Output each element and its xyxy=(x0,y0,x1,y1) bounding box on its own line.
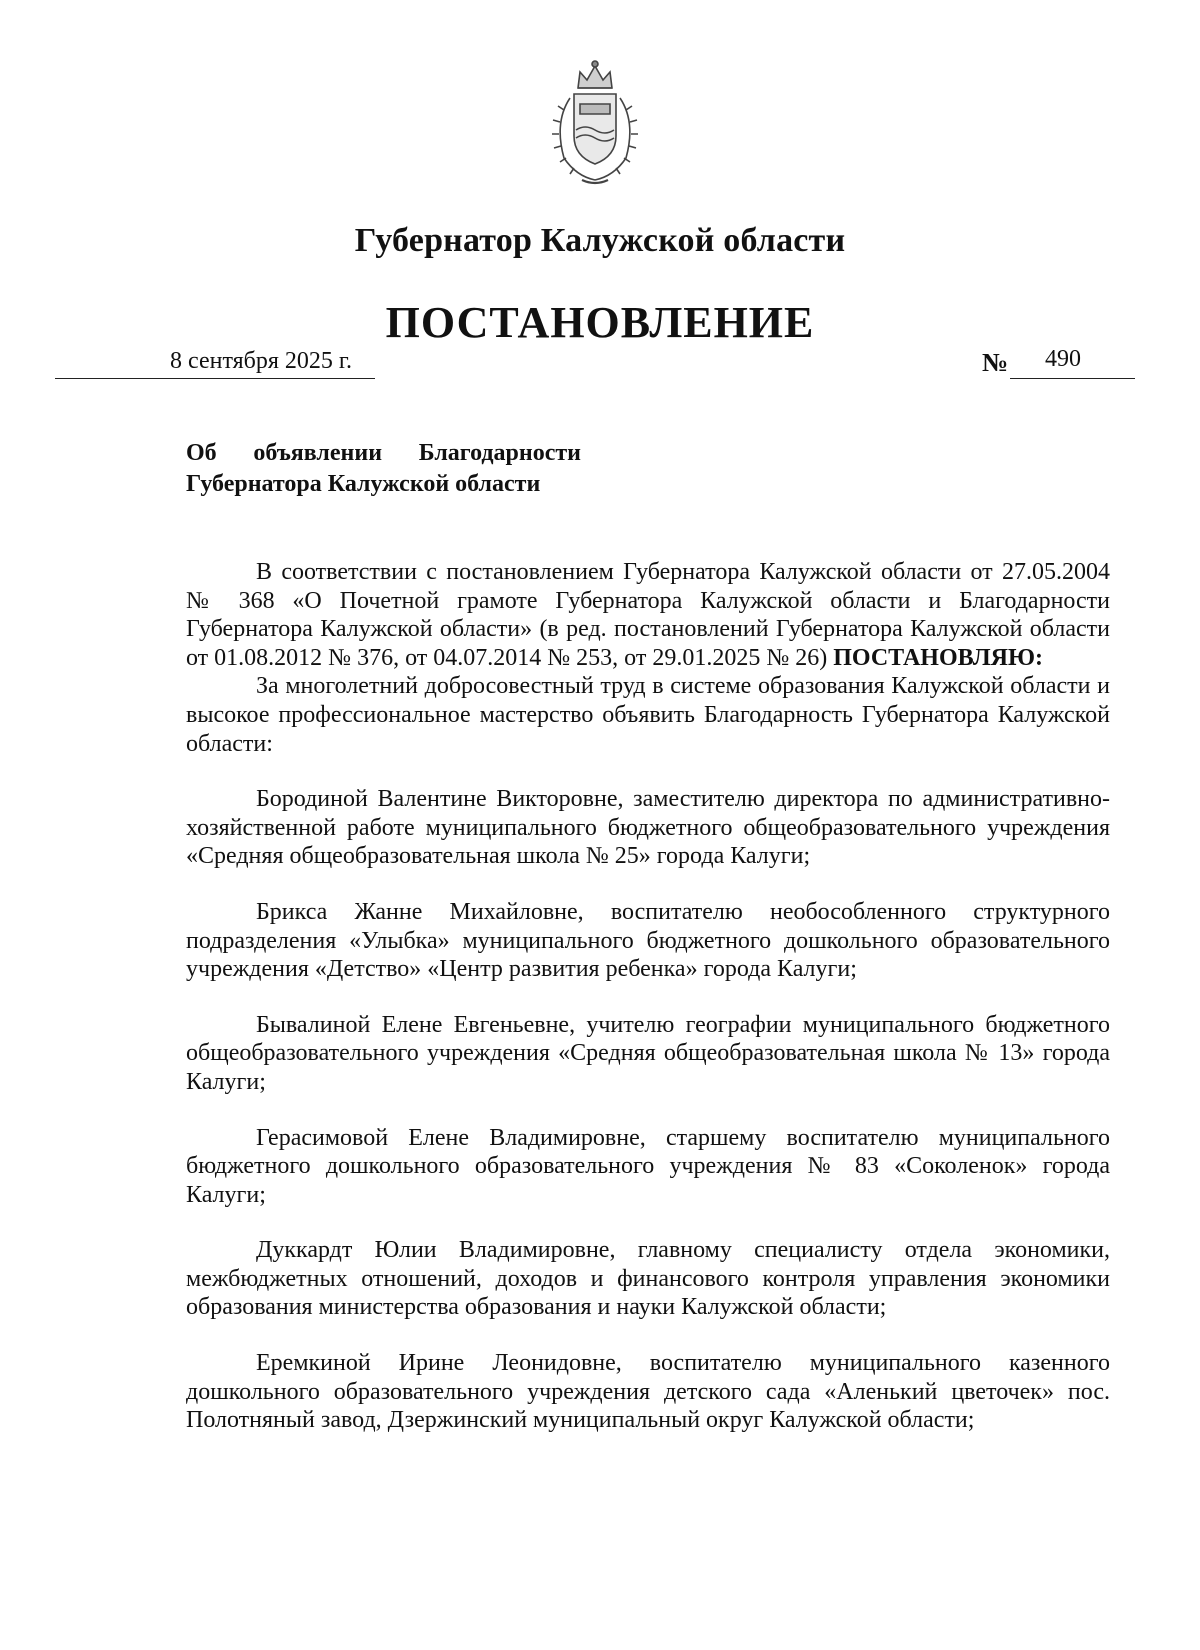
document-date: 8 сентября 2025 г. xyxy=(170,348,353,374)
coat-of-arms-icon xyxy=(540,58,650,188)
document-type: ПОСТАНОВЛЕНИЕ xyxy=(385,298,815,347)
subject-line-1: Об объявлении Благодарности xyxy=(186,440,581,466)
document-number: 490 xyxy=(1045,346,1081,372)
document-body xyxy=(186,558,1110,1435)
preamble-text: В соответствии с постановлением Губернатора Калужской области от 27.05.2004 № 368 «О Почетной грамоте Губернатора Калужской области и Благодарности Губернатора Калужской области» (в ред. постановлений Губернатора Калужской области от 01.08.2012 № 376, от 04.07.2014 № 253, от 29.01.2025 № 26) xyxy=(186,559,1110,671)
number-sign: № xyxy=(982,348,1009,377)
recipient-paragraph: Бородиной Валентине Викторовне, заместителю директора по административно-хозяйственной работе муниципального бюджетного общеобразовательного учреждения «Средняя общеобразовательная школа № 25» города Калуги; xyxy=(186,786,1110,870)
recipient-paragraph: Герасимовой Елене Владимировне, старшему воспитателю муниципального бюджетного дошкольного образовательного учреждения № 83 «Соколенок» города Калуги; xyxy=(186,1124,1110,1208)
preamble-paragraph xyxy=(186,558,1110,672)
subject-line-2: Губернатора Калужской области xyxy=(186,471,541,497)
document-subject xyxy=(186,438,666,500)
recipient-paragraph: Еремкиной Ирине Леонидовне, воспитателю муниципального казенного дошкольного образовательного учреждения детского сада «Аленький цветочек» пос. Полотняный завод, Дзержинский муниципальный округ Калужской области; xyxy=(186,1350,1110,1434)
resolve-word: ПОСТАНОВЛЯЮ: xyxy=(833,644,1043,671)
recipient-paragraph: Дуккардт Юлии Владимировне, главному специалисту отдела экономики, межбюджетных отношений, доходов и финансового контроля управления экономики образования министерства образования и науки Калужской области; xyxy=(186,1237,1110,1321)
intro-paragraph: За многолетний добросовестный труд в системе образования Калужской области и высокое профессиональное мастерство объявить Благодарность Губернатора Калужской области: xyxy=(186,673,1110,757)
recipient-paragraph: Бывалиной Елене Евгеньевне, учителю географии муниципального бюджетного общеобразовательного учреждения «Средняя общеобразовательная школа № 13» города Калуги; xyxy=(186,1011,1110,1095)
issuing-authority: Губернатор Калужской области xyxy=(354,222,846,259)
recipient-paragraph: Брикса Жанне Михайловне, воспитателю необособленного структурного подразделения «Улыбка» муниципального бюджетного дошкольного образовательного учреждения «Детство» «Центр развития ребенка» города Калуги; xyxy=(186,898,1110,983)
